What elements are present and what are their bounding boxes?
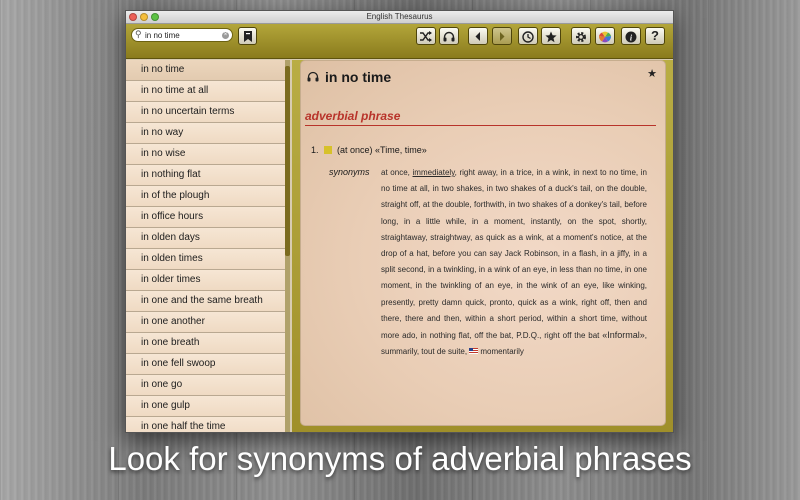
list-item[interactable]: in olden times (126, 249, 285, 270)
synonyms-label: synonyms (329, 167, 370, 177)
list-item[interactable]: in one half the time (126, 417, 285, 433)
app-window (125, 10, 674, 433)
toolbar (126, 24, 673, 59)
star-icon (545, 31, 557, 43)
arrow-left-icon (474, 31, 482, 42)
list-item[interactable]: in one fell swoop (126, 354, 285, 375)
list-item[interactable]: in older times (126, 270, 285, 291)
list-item[interactable]: in no time at all (126, 81, 285, 102)
sense-text: (at once) «Time, time» (337, 145, 427, 155)
star-icon[interactable]: ★ (647, 68, 657, 80)
list-scrollbar-thumb[interactable] (285, 66, 290, 256)
history-button[interactable] (518, 27, 538, 45)
divider (305, 125, 656, 126)
phrase-list (126, 60, 286, 433)
list-item[interactable]: in olden days (126, 228, 285, 249)
list-item[interactable]: in no time (126, 60, 285, 81)
us-flag-icon (469, 348, 478, 354)
gear-icon (575, 31, 587, 43)
color-wheel-icon (598, 31, 612, 43)
synonym-us: momentarily (480, 347, 524, 357)
settings-button[interactable] (571, 27, 591, 45)
entry-panel (300, 60, 666, 426)
list-item[interactable]: in no wise (126, 144, 285, 165)
search-field[interactable] (131, 28, 233, 42)
synonyms-text (381, 165, 647, 360)
list-item[interactable]: in nothing flat (126, 165, 285, 186)
search-input[interactable] (145, 30, 219, 41)
info-icon (625, 31, 637, 43)
list-item[interactable]: in of the plough (126, 186, 285, 207)
title-bar (126, 11, 673, 24)
synonym-link[interactable]: immediately (412, 168, 455, 177)
list-item[interactable]: in one breath (126, 333, 285, 354)
sense-number: 1. (311, 145, 319, 155)
forward-button[interactable] (492, 27, 512, 45)
caption: Look for synonyms of adverbial phrases (108, 440, 692, 477)
headword: in no time (325, 69, 392, 85)
part-of-speech: adverbial phrase (305, 109, 401, 123)
bookmark-icon (243, 31, 253, 42)
list-item[interactable]: in office hours (126, 207, 285, 228)
info-label: i (629, 33, 633, 43)
list-item[interactable]: in one go (126, 375, 285, 396)
list-item[interactable]: in one another (126, 312, 285, 333)
synonyms-after-informal: , summarily, tout de suite, (381, 331, 647, 357)
bookmark-button[interactable] (238, 27, 257, 45)
window-title: English Thesaurus (366, 12, 433, 21)
arrow-right-icon (498, 31, 506, 42)
help-icon: ? (651, 28, 659, 43)
shuffle-button[interactable] (416, 27, 436, 45)
list-scrollbar[interactable] (285, 60, 290, 433)
list-item[interactable]: in no uncertain terms (126, 102, 285, 123)
headphones-icon (443, 31, 455, 42)
sense-marker-icon (324, 146, 332, 154)
favorites-button[interactable] (541, 27, 561, 45)
clock-icon (522, 31, 534, 43)
list-item[interactable]: in no way (126, 123, 285, 144)
synonyms-after-link: , right away, in a trice, in a wink, in next to no time, in no time at all, in two shakes, in two shakes of a duck's tail, on the double, straight off, at the double, forthwith, in two shakes of a donkey's tail, before long, in a little while, in a moment, instantly, on the spot, shortly, straightaway, straightway, as quick as a wink, at a moment's notice, at the drop of a hat, before you can say Jack Robinson, in a flash, in a jiffy, in a split second, in a twinkling, in a wink of an eye, in less than no time, in one moment, in the twinkling of an eye, in the wink of an eye, like winking, presently, pretty damn quick, pronto, quick as a wink, right off, then and there, there and then, within a short period, within a short time, without more ado, in nothing flat, off the bat, P.D.Q., right off the bat (381, 168, 647, 341)
list-item[interactable]: in one gulp (126, 396, 285, 417)
help-button[interactable] (645, 27, 665, 45)
informal-tag: «Informal» (602, 330, 645, 341)
synonyms-before-link: at once, (381, 168, 413, 177)
list-item[interactable]: in one and the same breath (126, 291, 285, 312)
clear-search-icon[interactable]: × (223, 32, 228, 38)
shuffle-icon (420, 31, 432, 42)
info-button[interactable] (621, 27, 641, 45)
sense (311, 145, 427, 155)
headphones-icon[interactable] (307, 71, 319, 82)
audio-button[interactable] (439, 27, 459, 45)
colors-button[interactable] (595, 27, 615, 45)
search-icon: ⚲ (135, 29, 142, 39)
back-button[interactable] (468, 27, 488, 45)
